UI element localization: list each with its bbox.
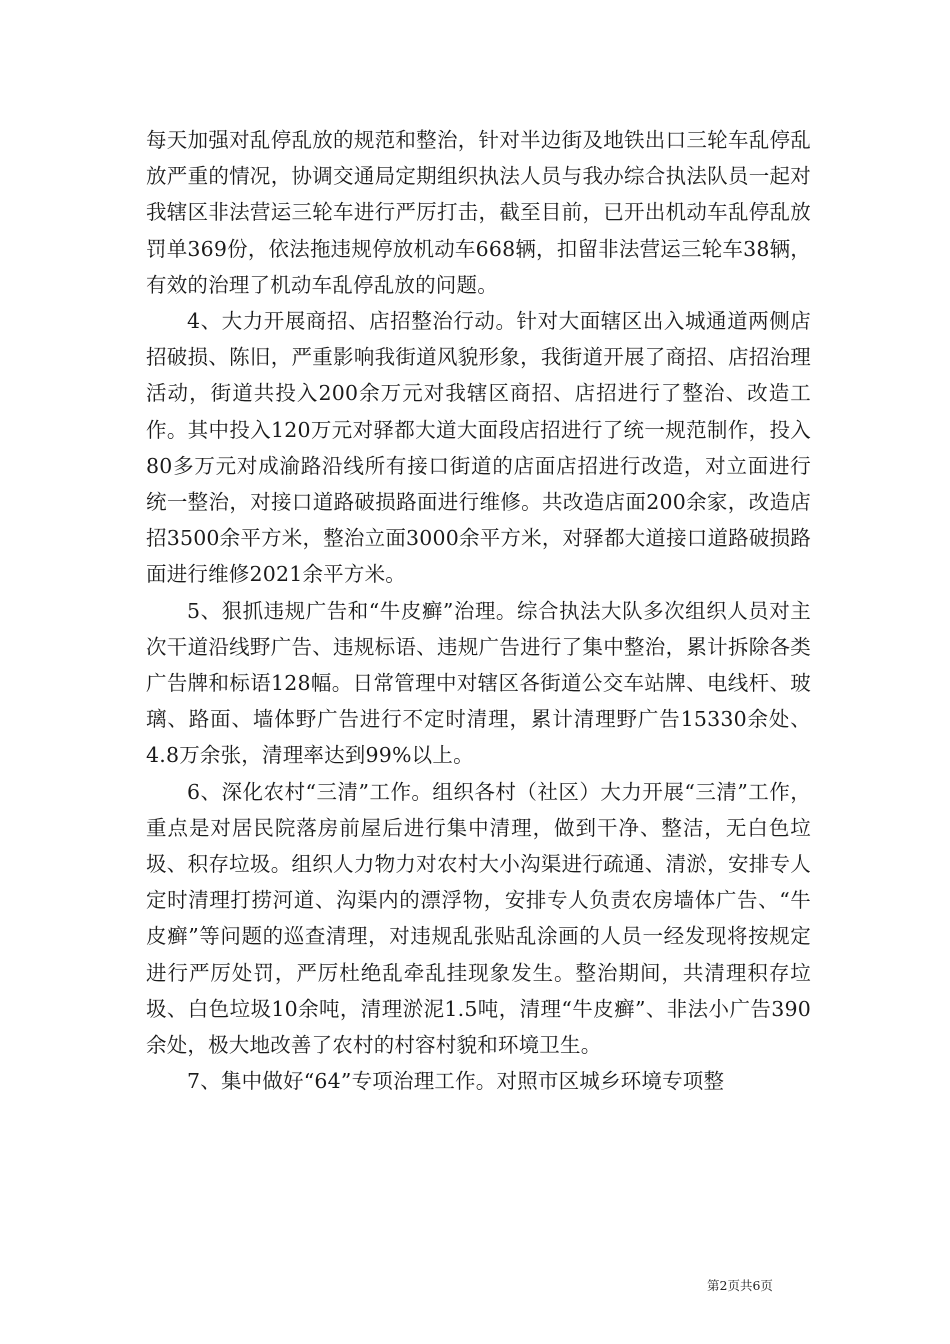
paragraph-continuation: 每天加强对乱停乱放的规范和整治，针对半边街及地铁出口三轮车乱停乱放严重的情况，协调交通局定期组织执法人员与我办综合执法队员一起对我辖区非法营运三轮车进行严厉打击，截至目前，已开出机动车乱停乱放罚单369份，依法拖违规停放机动车668辆，扣留非法营运三轮车38辆，有效的治理了机动车乱停乱放的问题。	[146, 128, 811, 297]
paragraph-item-7: 7、集中做好“64”专项治理工作。对照市区城乡环境专项整	[187, 1069, 725, 1094]
paragraph-item-5: 5、狠抓违规广告和“牛皮癣”治理。综合执法大队多次组织人员对主次干道沿线野广告、违规标语、违规广告进行了集中整治，累计拆除各类广告牌和标语128幅。日常管理中对辖区各街道公交车站牌、电线杆、玻璃、路面、墙体野广告进行不定时清理，累计清理野广告15330余处、4.8万余张，清理率达到99%以上。	[146, 598, 811, 768]
page-number-footer: 第2页共6页	[707, 1278, 773, 1293]
paragraph-item-4: 4、大力开展商招、店招整治行动。针对大面辖区出入城通道两侧店招破损、陈旧，严重影响我街道风貌形象，我街道开展了商招、店招治理活动，街道共投入200余万元对我辖区商招、店招进行了整治、改造工作。其中投入120万元对驿都大道大面段店招进行了统一规范制作，投入80多万元对成渝路沿线所有接口街道的店面店招进行改造，对立面进行统一整治，对接口道路破损路面进行维修。共改造店面200余家，改造店招3500余平方米，整治立面3000余平方米，对驿都大道接口道路破损路面进行维修2021余平方米。	[146, 309, 811, 587]
paragraph-item-6: 6、深化农村“三清”工作。组织各村（社区）大力开展“三清”工作，重点是对居民院落房前屋后进行集中清理，做到干净、整洁，无白色垃圾、积存垃圾。组织人力物力对农村大小沟渠进行疏通、清淤，安排专人定时清理打捞河道、沟渠内的漂浮物，安排专人负责农房墙体广告、“牛皮癣”等问题的巡查清理，对违规乱张贴乱涂画的人员一经发现将按规定进行严厉处罚，严厉杜绝乱牵乱挂现象发生。整治期间，共清理积存垃圾、白色垃圾10余吨，清理淤泥1.5吨，清理“牛皮癣”、非法小广告390余处，极大地改善了农村的村容村貌和环境卫生。	[146, 779, 811, 1058]
document-body	[146, 122, 811, 1099]
